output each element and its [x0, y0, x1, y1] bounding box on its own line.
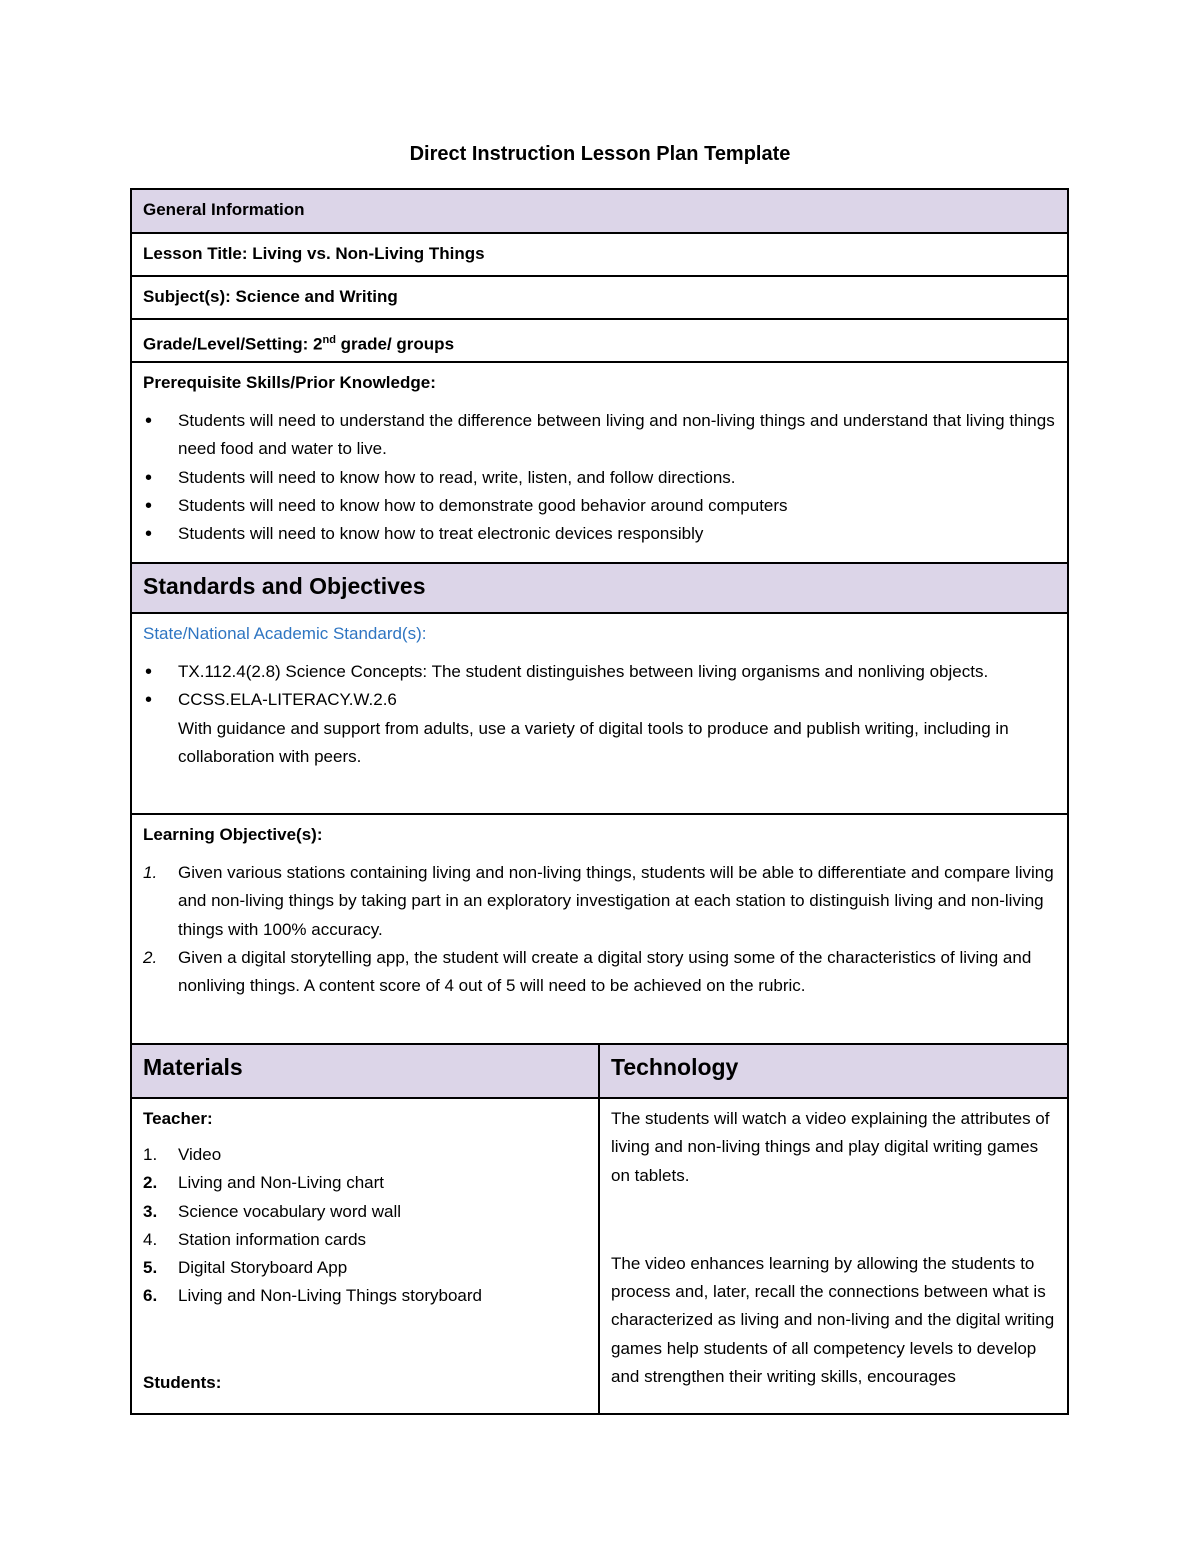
materials-tech-row: [132, 1099, 1067, 1413]
list-marker: 3.: [143, 1201, 158, 1221]
list-item: [143, 1226, 588, 1254]
students-label: Students:: [143, 1372, 222, 1392]
materials-tech-header: [132, 1045, 1067, 1099]
teacher-materials-list: [143, 1141, 588, 1311]
material-text: Video: [178, 1145, 222, 1164]
standard-code: CCSS.ELA-LITERACY.W.2.6: [178, 690, 397, 710]
standards-row: [132, 614, 1067, 815]
standards-subheading: State/National Academic Standard(s):: [143, 624, 427, 643]
lesson-title: Lesson Title: Living vs. Non-Living Things: [143, 244, 485, 263]
material-text: Living and Non-Living chart: [178, 1173, 385, 1193]
subjects-row: [132, 277, 1067, 320]
prereq-heading: Prerequisite Skills/Prior Knowledge:: [143, 373, 436, 392]
list-marker: 6.: [143, 1286, 158, 1306]
objectives-heading: Learning Objective(s):: [143, 825, 323, 844]
list-item: [143, 686, 1057, 771]
material-text: Science vocabulary word wall: [178, 1201, 401, 1221]
list-item: • TX.112.4(2.8) Science Concepts: The student distinguishes between living organisms and nonliving objects.: [143, 658, 1057, 686]
material-text: Digital Storyboard App: [178, 1258, 348, 1278]
list-marker: 1.: [143, 1145, 158, 1164]
objectives-list: [143, 859, 1057, 1000]
list-item: [143, 1282, 588, 1310]
lesson-plan-table: [130, 188, 1069, 1415]
list-item: • Students will need to know how to demonstrate good behavior around computers: [143, 492, 1057, 520]
list-item: • Students will need to know how to treat electronic devices responsibly: [143, 520, 1057, 548]
standards-header: [132, 564, 1067, 614]
materials-heading: Materials: [143, 1054, 243, 1080]
material-text: Station information cards: [178, 1229, 367, 1249]
technology-cell: [600, 1099, 1067, 1413]
list-item: [143, 1254, 588, 1282]
objectives-row: [132, 815, 1067, 1045]
grade-suffix: grade/ groups: [335, 334, 455, 354]
technology-heading: Technology: [611, 1054, 739, 1080]
teacher-label: Teacher:: [143, 1109, 213, 1128]
general-info-header: [132, 190, 1067, 234]
grade-row: [132, 320, 1067, 363]
list-item: [143, 1198, 588, 1226]
list-marker: 2.: [143, 947, 158, 967]
list-item: • Students will need to understand the difference between living and non-living things and understand that living things need food and water to live.: [143, 407, 1057, 464]
objective-text: Given a digital storytelling app, the student will create a digital story using some of the characteristics of living and nonliving things. A content score of 4 out of 5 will need to be achieved on the rubric.: [178, 947, 1032, 996]
grade-superscript: nd: [322, 334, 336, 346]
lesson-title-row: [132, 234, 1067, 277]
material-text: Living and Non-Living Things storyboard: [178, 1286, 482, 1306]
list-marker: 1.: [143, 863, 158, 882]
page-title: Direct Instruction Lesson Plan Template: [409, 143, 791, 165]
standard-text: With guidance and support from adults, use a variety of digital tools to produce and publish writing, including in collaboration with peers.: [178, 718, 1009, 766]
subjects: Subject(s): Science and Writing: [143, 287, 398, 306]
list-item: [143, 859, 1057, 944]
general-info-heading: General Information: [143, 200, 305, 219]
prereq-list: [143, 407, 1057, 548]
materials-cell: [132, 1099, 600, 1413]
technology-paragraph-1: The students will watch a video explaining the attributes of living and non-living things and play digital writing games on tablets.: [611, 1109, 1050, 1185]
list-item: [143, 1169, 588, 1197]
grade-level: [143, 326, 1057, 359]
objective-text: Given various stations containing living and non-living things, students will be able to differentiate and compare living and non-living things by taking part in an exploratory investigation at each station to distinguish living and non-living things with 100% accuracy.: [178, 863, 1054, 939]
standards-heading: Standards and Objectives: [143, 573, 426, 599]
grade-prefix: Grade/Level/Setting: 2: [143, 334, 323, 354]
materials-header-cell: [132, 1045, 600, 1097]
technology-paragraph-2: The video enhances learning by allowing the students to process and, later, recall the connections between what is characterized as living and non-living and the digital writing games help students of all competency levels to develop and strengthen their writing skills, encourages: [611, 1253, 1055, 1387]
standards-list: [143, 658, 1057, 771]
prereq-row: [132, 363, 1067, 564]
list-marker: 4.: [143, 1229, 158, 1249]
list-item: [143, 944, 1057, 1001]
list-item: [143, 1141, 588, 1169]
technology-header-cell: [600, 1045, 1067, 1097]
list-marker: 2.: [143, 1173, 158, 1193]
list-item: • Students will need to know how to read, write, listen, and follow directions.: [143, 464, 1057, 492]
list-marker: 5.: [143, 1258, 158, 1278]
